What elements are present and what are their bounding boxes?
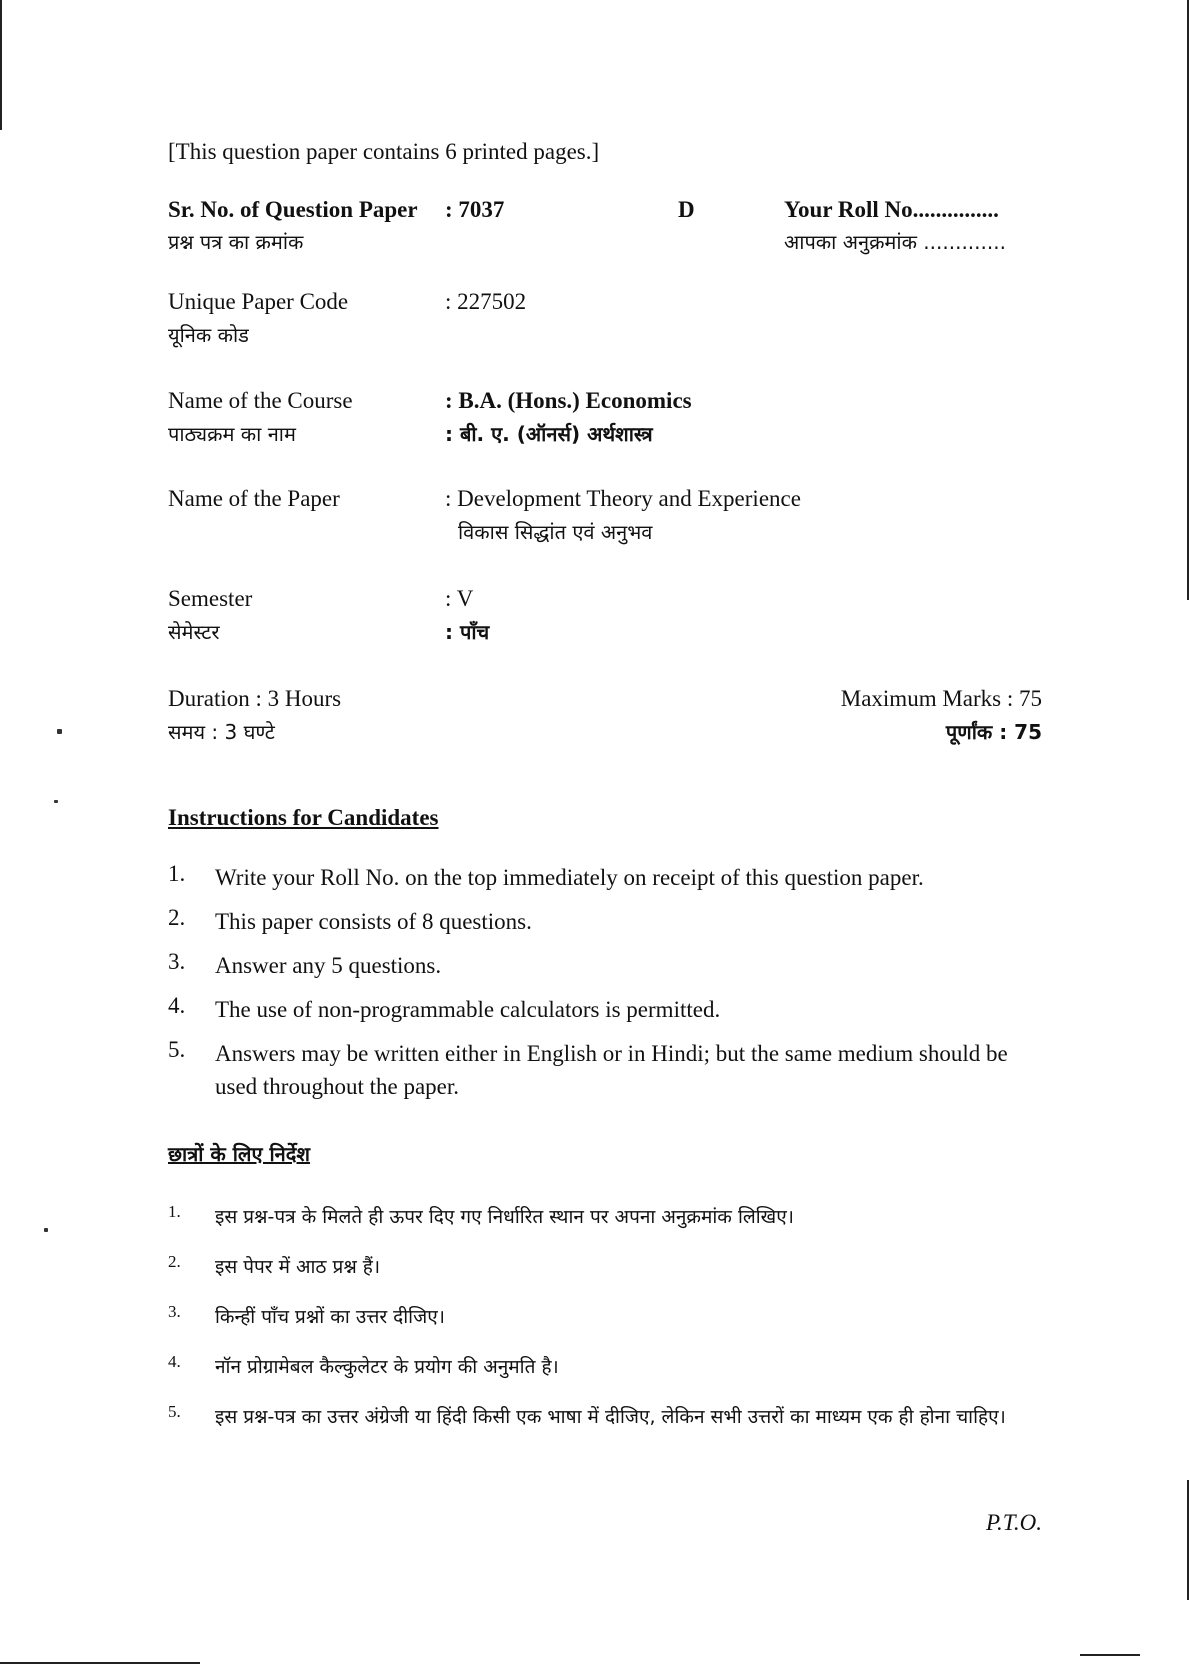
max-marks-label: Maximum Marks : 75 — [840, 686, 1042, 711]
scan-speck — [57, 729, 62, 734]
pto-marker: P.T.O. — [985, 1510, 1042, 1535]
instruction-number: 4. — [168, 993, 186, 1018]
course-label-hindi: पाठ्यक्रम का नाम — [168, 422, 296, 446]
instruction-number: 3. — [168, 1302, 181, 1321]
instruction-text-hindi: इस प्रश्न-पत्र के मिलते ही ऊपर दिए गए निर्धारित स्थान पर अपना अनुक्रमांक लिखिए। — [215, 1206, 794, 1228]
instruction-text-hindi: इस प्रश्न-पत्र का उत्तर अंग्रेजी या हिंदी किसी एक भाषा में दीजिए, लेकिन सभी उत्तरों का माध्यम एक ही होना चाहिए। — [215, 1406, 1006, 1428]
left-scan-edge — [0, 0, 2, 130]
semester-label: Semester — [168, 586, 253, 611]
instruction-text-hindi: इस पेपर में आठ प्रश्न हैं। — [215, 1256, 381, 1278]
roll-no-field-hindi: आपका अनुक्रमांक ............. — [784, 230, 1006, 254]
sr-no-label: Sr. No. of Question Paper — [168, 197, 418, 222]
bottom-scan-edge-right — [1080, 1654, 1140, 1656]
unique-code-value: : 227502 — [445, 289, 527, 314]
instruction-text: Write your Roll No. on the top immediately on receipt of this question paper. — [215, 865, 924, 890]
sr-no-label-hindi: प्रश्न पत्र का क्रमांक — [168, 230, 304, 254]
instruction-number: 2. — [168, 905, 186, 930]
unique-code-label-hindi: यूनिक कोड — [168, 323, 249, 347]
instruction-number: 1. — [168, 1202, 181, 1221]
instruction-text-hindi: किन्हीं पाँच प्रश्नों का उत्तर दीजिए। — [215, 1306, 445, 1328]
paper-label: Name of the Paper — [168, 486, 340, 511]
instruction-number: 5. — [168, 1037, 186, 1062]
page-count-note: [This question paper contains 6 printed pages.] — [168, 139, 600, 164]
semester-value: : V — [445, 586, 474, 611]
duration-label-hindi: समय : 3 घण्टे — [168, 720, 275, 744]
set-letter: D — [678, 197, 695, 222]
instruction-number: 3. — [168, 949, 186, 974]
instructions-heading-hindi: छात्रों के लिए निर्देश — [168, 1142, 310, 1166]
scan-speck — [44, 1228, 48, 1232]
instruction-number: 2. — [168, 1252, 181, 1271]
right-scan-edge — [1187, 0, 1189, 600]
max-marks-label-hindi: पूर्णांक : 75 — [945, 720, 1042, 744]
paper-value: : Development Theory and Experience — [445, 486, 801, 511]
semester-value-hindi: : पाँच — [445, 620, 490, 644]
scan-speck — [54, 800, 58, 803]
instruction-text-hindi: नॉन प्रोग्रामेबल कैल्कुलेटर के प्रयोग की अनुमति है। — [215, 1356, 559, 1378]
instruction-text: This paper consists of 8 questions. — [215, 909, 532, 934]
instruction-text: The use of non-programmable calculators is permitted. — [215, 997, 721, 1022]
course-label: Name of the Course — [168, 388, 353, 413]
duration-label: Duration : 3 Hours — [168, 686, 342, 711]
instruction-text: Answers may be written either in English or in Hindi; but the same medium should be used throughout the paper. — [215, 1041, 1008, 1099]
instruction-text: Answer any 5 questions. — [215, 953, 442, 978]
sr-no-value: : 7037 — [445, 197, 505, 222]
course-value: : B.A. (Hons.) Economics — [445, 388, 692, 413]
bottom-scan-edge — [0, 1662, 200, 1664]
right-scan-edge-lower — [1187, 1480, 1189, 1600]
instructions-heading: Instructions for Candidates — [168, 805, 439, 830]
roll-no-field: Your Roll No............... — [784, 197, 999, 222]
semester-label-hindi: सेमेस्टर — [168, 620, 220, 644]
instruction-number: 4. — [168, 1352, 181, 1371]
instruction-number: 1. — [168, 861, 186, 886]
paper-value-hindi: विकास सिद्धांत एवं अनुभव — [458, 520, 653, 544]
instruction-number: 5. — [168, 1402, 181, 1421]
unique-code-label: Unique Paper Code — [168, 289, 349, 314]
course-value-hindi: : बी. ए. (ऑनर्स) अर्थशास्त्र — [445, 422, 653, 446]
